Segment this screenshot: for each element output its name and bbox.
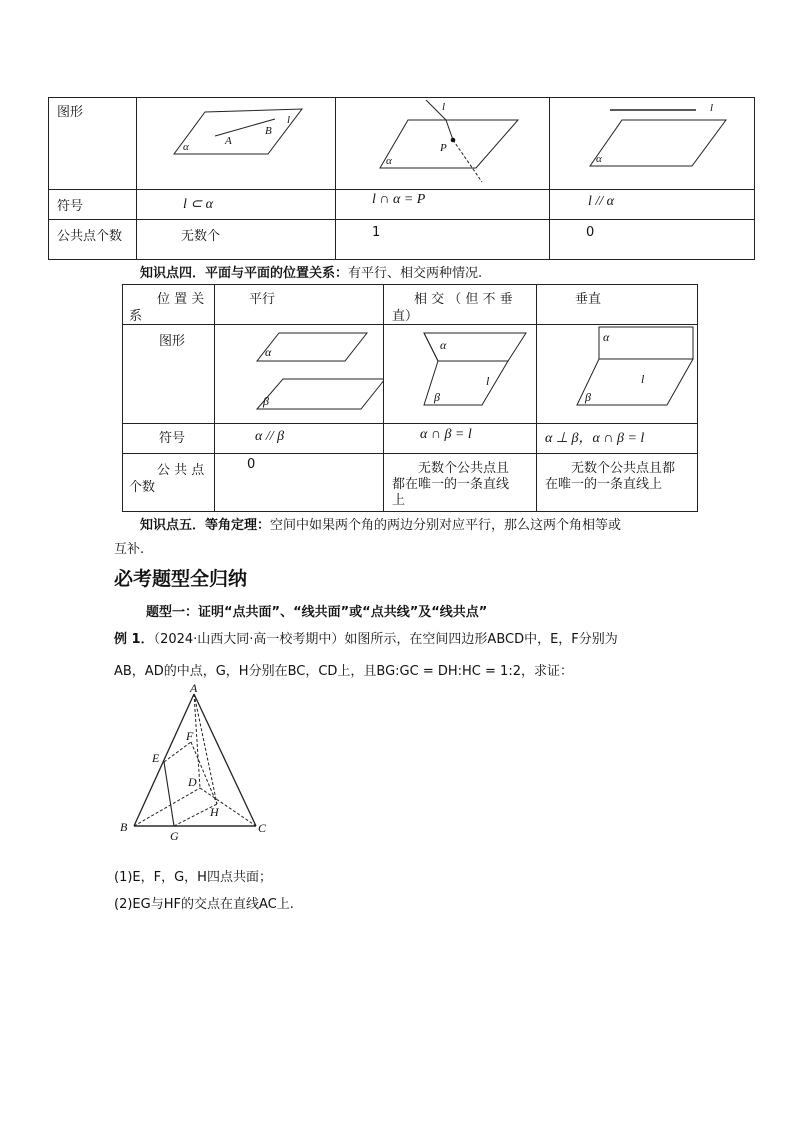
line-plane-table	[48, 97, 755, 260]
svg-text:α: α	[440, 338, 447, 352]
parallel-planes-diagram	[215, 325, 383, 423]
header-intersect: 相 交 （ 但 不 垂 直）	[384, 285, 537, 325]
count-line-parallel-plane: 0	[550, 220, 755, 260]
svg-text:l: l	[641, 372, 645, 386]
svg-text:β: β	[263, 394, 269, 408]
point5-text-1: 空间中如果两个角的两边分别对应平行，那么这两个角相等或	[270, 518, 622, 533]
count-line-intersect-plane: 1	[336, 220, 550, 260]
type1-title: 题型一：证明“点共面”、“线共面”或“点共线”及“线共点”	[146, 605, 488, 620]
svg-text:l: l	[710, 102, 714, 114]
svg-text:α: α	[603, 330, 610, 344]
point4-text: 有平行、相交两种情况.	[348, 266, 483, 281]
header-parallel: 平行	[215, 285, 384, 325]
figure-line-in-plane	[137, 98, 336, 190]
svg-text:P: P	[440, 142, 447, 154]
count-line-in-plane: 无数个	[137, 220, 336, 260]
svg-text:G: G	[170, 829, 179, 842]
svg-text:l: l	[287, 114, 291, 126]
question-1: (1)E，F，G，H四点共面；	[114, 870, 272, 885]
count-intersect: 无数个公共点且 都在唯一的一条直线 上	[384, 454, 537, 512]
svg-text:C: C	[258, 821, 267, 835]
count-parallel: 0	[215, 454, 384, 512]
svg-text:A: A	[225, 135, 232, 147]
svg-text:α: α	[183, 141, 189, 153]
tetrahedron-figure	[112, 682, 282, 842]
example1-label: 例 1．	[114, 632, 154, 647]
svg-text:α: α	[265, 345, 272, 359]
svg-text:H: H	[210, 805, 219, 819]
tetrahedron-diagram	[112, 682, 282, 842]
svg-text:β: β	[434, 390, 440, 404]
line-in-plane-diagram	[137, 98, 335, 189]
header-relation: 位 置 关 系	[123, 285, 215, 325]
svg-text:E: E	[152, 751, 160, 765]
example1-line1	[114, 628, 618, 647]
count-perpendicular: 无数个公共点且都 在唯一的一条直线上	[537, 454, 698, 512]
row-label-symbol: 符号	[49, 190, 137, 220]
row-label-count: 公共点个数	[49, 220, 137, 260]
figure-line-intersect-plane	[336, 98, 550, 190]
row-count-label: 公 共 点 个数	[123, 454, 215, 512]
knowledge-point-5	[140, 514, 621, 533]
question-2: (2)EG与HF的交点在直线AC上.	[114, 897, 294, 912]
plane-plane-table	[122, 284, 698, 512]
figure-line-parallel-plane	[550, 98, 755, 190]
svg-text:α: α	[386, 155, 392, 167]
svg-text:F: F	[186, 729, 194, 743]
svg-text:A: A	[190, 682, 198, 695]
svg-text:D: D	[188, 775, 197, 789]
symbol-parallel: α // β	[215, 424, 384, 454]
svg-text:l: l	[486, 374, 490, 388]
intersecting-planes-diagram	[384, 325, 536, 423]
example1-text1: （2024·山西大同·高一校考期中）如图所示，在空间四边形ABCD中，E，F分别为	[153, 632, 618, 647]
symbol-line-parallel-plane: l // α	[550, 190, 755, 220]
row-label-figure: 图形	[49, 98, 137, 190]
svg-text:B: B	[120, 820, 128, 834]
header-perpendicular: 垂直	[537, 285, 698, 325]
svg-text:B: B	[265, 125, 272, 137]
svg-text:α: α	[596, 153, 602, 165]
row-figure-label: 图形	[123, 325, 215, 424]
point4-title: 知识点四．平面与平面的位置关系：	[140, 266, 349, 281]
symbol-perpendicular: α ⊥ β，α ∩ β = l	[537, 424, 698, 454]
symbol-line-intersect-plane: l ∩ α = P	[336, 190, 550, 220]
figure-intersecting-planes	[384, 325, 537, 424]
perpendicular-planes-diagram	[537, 325, 697, 423]
knowledge-point-4	[140, 262, 482, 281]
symbol-line-in-plane: l ⊂ α	[137, 190, 336, 220]
section-title: 必考题型全归纳	[114, 568, 248, 590]
symbol-intersect: α ∩ β = l	[384, 424, 537, 454]
figure-perpendicular-planes	[537, 325, 698, 424]
figure-parallel-planes	[215, 325, 384, 424]
example1-line2: AB，AD的中点，G，H分别在BC，CD上，且BG:GC = DH:HC = 1:2，求证：	[114, 664, 573, 679]
point5-title: 知识点五．等角定理：	[140, 518, 271, 533]
line-parallel-plane-diagram	[550, 98, 754, 189]
svg-text:β: β	[585, 390, 591, 404]
line-intersect-plane-diagram	[336, 98, 549, 189]
point5-text-2: 互补.	[114, 542, 145, 557]
svg-text:l: l	[442, 101, 446, 113]
row-symbol-label: 符号	[123, 424, 215, 454]
